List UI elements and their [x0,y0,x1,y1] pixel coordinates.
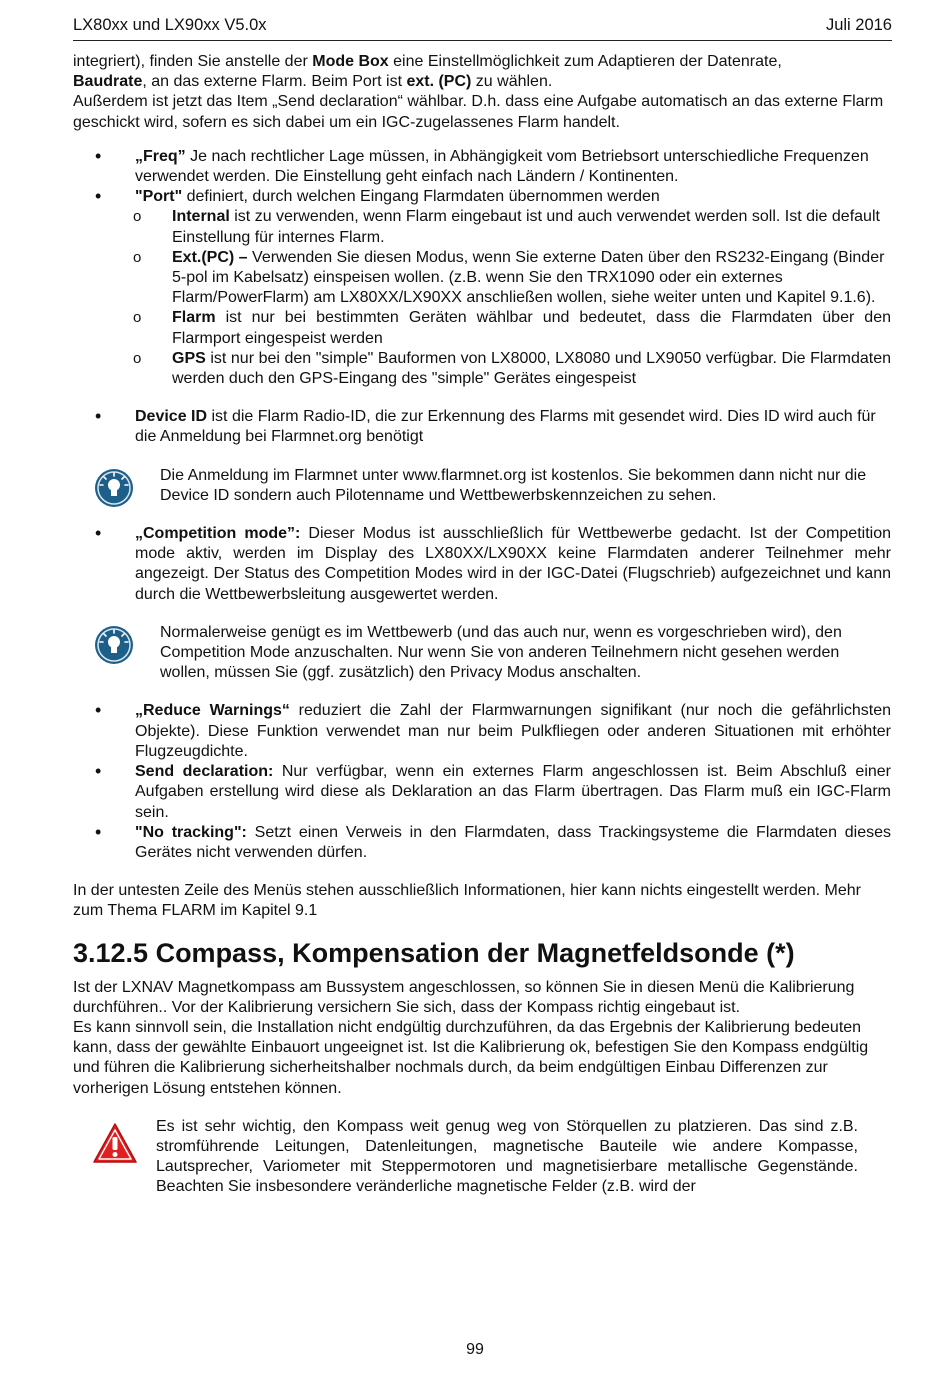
page-content [73,52,891,1198]
bullet-reduce-warnings: • „Reduce Warnings“ reduziert die Zahl der Flarmwarnungen signifikant (nur noch die gefährlichsten Objekte). Diese Funktion verwendet man nur beim Pulkfliegen oder anderen Situationen mit erhöhter Flugzeugdichte. [73,701,891,762]
bullet-send-declaration: • Send declaration: Nur verfügbar, wenn ein externes Flarm angeschlossen ist. Beim Abschluß einer Aufgaben erstellung wird diese als Deklaration an das Flarm übertragen. Das Flarm muß ein IGC-Flarm sein. [73,762,891,823]
port-option-internal: o Internal ist zu verwenden, wenn Flarm eingebaut ist und auch verwendet werden soll. Ist die default Einstellung für internes Flarm. [135,207,891,247]
page-number: 99 [466,1341,484,1358]
intro-paragraph-1: integriert), finden Sie anstelle der Mode Box eine Einstellmöglichkeit zum Adaptieren der Datenrate, Baudrate, an das externe Flarm. Beim Port ist ext. (PC) zu wählen. [73,53,782,91]
intro-paragraph-2: Außerdem ist jetzt das Item „Send declaration“ wählbar. D.h. dass eine Aufgabe automatisch an das externe Flarm geschickt wird, sofern es sich dabei um ein IGC-zugelassenes Flarm handelt. [73,93,884,131]
warning-triangle-icon [92,1121,138,1165]
note-text-flarmnet: Die Anmeldung im Flarmnet unter www.flarmnet.org ist kostenlos. Sie bekommen dann nicht nur die Device ID sondern auch Pilotenname und Wettbewerbskennzeichen zu sehen. [160,466,867,504]
closing-paragraph: In der untesten Zeile des Menüs stehen ausschließlich Informationen, hier kann nichts eingestellt werden. Mehr zum Thema FLARM im Kapitel 9.1 [73,882,861,920]
bullet-competition-mode: • „Competition mode”: Dieser Modus ist ausschließlich für Wettbewerbe gedacht. Ist der Competition mode aktiv, werden im Display des LX80XX/LX90XX keine Flarmdaten anderer Teilnehmer mehr angezeigt. Der Status des Competition Modes wird in der IGC-Datei (Flugschrieb) aufgezeichnet und kann durch die Wettbewerbsleitung ausgewertet werden. [73,524,891,605]
header-title: LX80xx und LX90xx V5.0x [73,16,267,34]
section-paragraph-2: Es kann sinnvoll sein, die Installation nicht endgültig durchzuführen, da das Ergebnis der Kalibrierung bedeuten kann, dass der gewählte Einbauort ungeeignet ist. Ist die Kalibrierung ok, befestigen Sie den Kompass endgültig und führen die Kalibrierung sicherheitshalber nochmals durch, da beim endgültigen Einbau Differenzen zur vorherigen Lösung entstehen können. [73,1018,869,1097]
port-option-flarm: o Flarm ist nur bei bestimmten Geräten wählbar und bedeutet, dass die Flarmdaten über den Flarmport eingespeist werden [135,308,891,348]
port-option-gps: o GPS ist nur bei den "simple" Bauformen von LX8000, LX8080 und LX9050 verfügbar. Die Flarmdaten werden duch den GPS-Eingang des "simple" Gerätes eingespeist [135,349,891,389]
bullet-freq: • „Freq” Je nach rechtlicher Lage müssen, in Abhängigkeit vom Betriebsort unterschiedliche Frequenzen verwendet werden. Die Einstellung geht einfach nach Ländern / Kontinenten. [73,147,891,187]
header-date: Juli 2016 [825,16,892,34]
warning-note [73,1117,891,1198]
info-note-flarmnet [73,466,891,506]
lightbulb-icon [94,625,134,665]
port-options-list [135,207,891,389]
note-text-competition: Normalerweise genügt es im Wettbewerb (und das auch nur, wenn es vorgeschrieben wird), den Competition Mode anzuschalten. Nur wenn Sie von anderen Teilnehmern nicht gesehen werden wollen, müssen Sie (ggf. zusätzlich) den Privacy Modus anschalten. [160,623,842,682]
warning-text: Es ist sehr wichtig, den Kompass weit genug weg von Störquellen zu platzieren. Das sind z.B. stromführende Leitungen, Datenleitungen, magnetische Bauteile wie andere Kompasse, Lautsprecher, Variometer mit Steppermotoren und magnetisierbare metallische Gegenstände. Beachten Sie insbesondere veränderliche magnetische Felder (z.B. wird der [156,1117,858,1196]
bullet-no-tracking: • "No tracking": Setzt einen Verweis in den Flarmdaten, dass Trackingsysteme die Flarmdaten dieses Gerätes nicht verwenden dürfen. [73,823,891,863]
section-paragraph-1: Ist der LXNAV Magnetkompass am Bussystem angeschlossen, so können Sie in diesen Menü die Kalibrierung durchführen.. Vor der Kalibrierung versichern Sie sich, dass der Kompass richtig eingebaut ist. [73,978,855,1016]
lightbulb-icon [94,468,134,508]
settings-list-device-id [73,407,891,447]
bullet-device-id: • Device ID ist die Flarm Radio-ID, die zur Erkennung des Flarms mit gesendet wird. Dies ID wird auch für die Anmeldung bei Flarmnet.org benötigt [73,407,891,447]
settings-list-competition [73,524,891,605]
section-heading: 3.12.5 Compass, Kompensation der Magnetfeldsonde (*) [73,937,795,968]
info-note-competition [73,623,891,684]
settings-list-1 [73,147,891,389]
settings-list-2 [73,701,891,863]
page-header [73,14,892,41]
bullet-port: • "Port" definiert, durch welchen Eingang Flarmdaten übernommen werden o Internal ist zu verwenden, wenn Flarm eingebaut ist und auch verwendet werden soll. Ist die default Einstellung für internes Flarm. o Ext.(PC) – Verwenden Sie diesen Modus, wenn Sie externe Daten über den RS232-Eingang (Binder 5-pol im Kabelsatz) einspeisen wollen. (z.B. wenn Sie den TRX1090 oder ein externes Flarm/PowerFlarm) am LX80XX/LX90XX anschließen wollen, siehe weiter unten und Kapitel 9.1.6). o Flarm ist nur bei bestimmten Geräten wählbar und bedeutet, dass die Flarmdaten über den Flarmport eingespeist werden o GPS ist nur bei den "simple" Bauformen von LX8000, LX8080 und LX9050 verfügbar. Die Flarmdaten werden duch den GPS-Eingang des "simple" Gerätes eingespeist [73,187,891,389]
port-option-ext-pc: o Ext.(PC) – Verwenden Sie diesen Modus, wenn Sie externe Daten über den RS232-Eingang (Binder 5-pol im Kabelsatz) einspeisen wollen. (z.B. wenn Sie den TRX1090 oder ein externes Flarm/PowerFlarm) am LX80XX/LX90XX anschließen wollen, siehe weiter unten und Kapitel 9.1.6). [135,248,891,309]
